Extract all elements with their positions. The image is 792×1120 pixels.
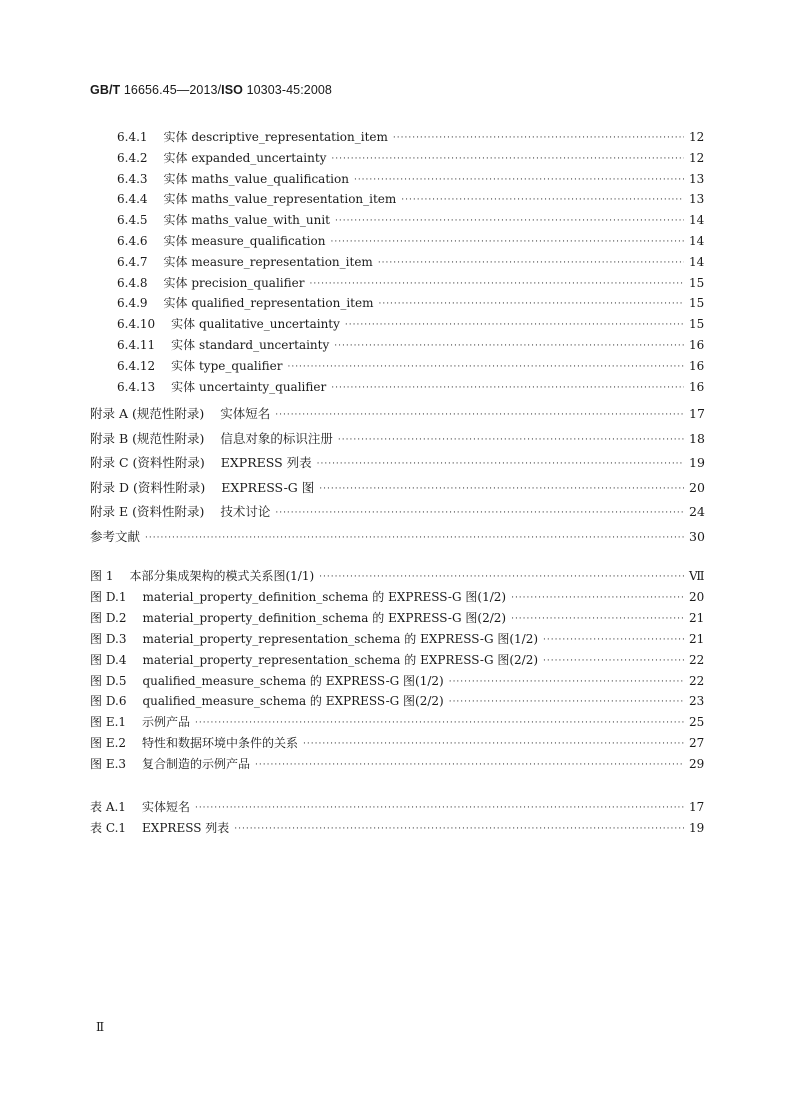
toc-entry-number: 6.4.5 [117,213,148,228]
toc-entry-number: 6.4.10 [117,317,156,332]
toc-entry-title: material_property_representation_schema 的 EXPRESS-G 图(2/2) [142,652,539,667]
toc-entry[interactable] [90,734,703,751]
toc-entry-page: 25 [689,715,705,730]
toc-entry-number: 6.4.8 [117,275,148,290]
toc-entry[interactable] [90,527,703,545]
toc-entry-title: 实体 maths_value_representation_item [163,192,397,207]
dot-leader [275,508,684,518]
toc-entry[interactable] [90,630,703,647]
toc-entry[interactable] [90,651,703,668]
toc-entry-number: 图 D.6 [90,694,127,709]
toc-entry-page: 15 [689,296,705,311]
toc-entry-page: 15 [689,275,705,290]
toc-entry-title: 实体 maths_value_qualification [163,171,349,186]
dot-leader [319,572,684,582]
dot-leader [331,154,684,164]
toc-entry-page: 27 [689,736,705,751]
toc-entry-page: 14 [689,254,705,269]
toc-entry-page: 16 [689,338,705,352]
toc-entry-page: 12 [689,130,705,144]
toc-entry-number: 图 D.5 [90,673,127,688]
dot-leader [401,195,684,205]
dot-leader [255,760,684,770]
dot-leader [354,175,684,185]
toc-entry[interactable] [117,253,703,270]
dot-leader [145,533,684,543]
toc-entry[interactable] [90,453,703,471]
toc-entry[interactable] [90,692,703,709]
toc-entry-page: 12 [689,150,705,165]
toc-entry-number: 附录 D (资料性附录) [90,479,206,495]
toc-entry-number: 6.4.3 [117,171,148,186]
toc-entry-number: 附录 C (资料性附录) [90,455,205,471]
toc-entry[interactable] [90,404,703,422]
toc-entry-title: material_property_definition_schema 的 EXPRESS-G 图(2/2) [142,610,507,625]
toc-entry-number: 附录 B (规范性附录) [90,430,205,446]
dot-leader [195,803,684,813]
toc-entry-page: 13 [689,192,705,207]
dot-leader [393,133,684,143]
toc-entry-number: 附录 A (规范性附录) [90,406,205,421]
toc-entry-title: 实体 measure_representation_item [163,254,373,269]
toc-entry-number: 6.4.11 [117,338,156,352]
toc-entry[interactable] [117,211,703,228]
toc-entry-page: 23 [689,694,705,709]
toc-entry-number: 6.4.9 [117,296,148,311]
toc-entry-page: 16 [689,379,705,394]
toc-entry-page: 16 [689,358,705,373]
dot-leader [378,258,684,268]
iso-number: 10303-45:2008 [243,83,332,97]
toc-entry-page: 20 [689,589,705,604]
dot-leader [319,484,684,494]
toc-entry-number: 表 C.1 [90,821,127,835]
toc-entry-number: 图 E.1 [90,715,127,730]
toc-entry-title: material_property_definition_schema 的 EXPRESS-G 图(1/2) [142,589,507,604]
toc-entry[interactable] [90,819,703,836]
toc-entry-title: 示例产品 [142,715,191,730]
dot-leader [449,677,684,687]
dot-leader [330,237,684,247]
standard-code-prefix: GB/T [90,83,121,97]
toc-entry-title: 实体 standard_uncertainty [171,338,330,352]
toc-entry-page: 18 [689,430,705,446]
toc-entry-number: 6.4.13 [117,379,156,394]
toc-entry-page: 19 [689,821,705,835]
toc-entry[interactable] [117,190,703,207]
dot-leader [309,279,684,289]
toc-entry-page: 20 [689,479,705,495]
toc-entry-page: 21 [689,631,705,646]
toc-entry-number: 图 D.2 [90,610,127,625]
toc-entry-page: 21 [689,610,705,625]
dot-leader [345,320,684,330]
toc-entry-title: 实体 uncertainty_qualifier [171,379,327,394]
toc-entry-number: 参考文献 [90,529,141,544]
toc-entry-page: 17 [689,406,705,421]
toc-entry-title: EXPRESS 列表 [220,455,312,471]
standard-code-number: 16656.45—2013/ [120,83,222,97]
toc-entry[interactable] [117,170,703,187]
toc-entry-page: 19 [689,455,705,471]
toc-entry-title: 实体 expanded_uncertainty [163,150,327,165]
dot-leader [449,697,684,707]
page-number-footer: Ⅱ [96,1020,105,1034]
toc-entry[interactable] [117,294,703,311]
toc-entry[interactable] [90,755,703,772]
toc-entry-title: EXPRESS-G 图 [221,479,315,495]
dot-leader [543,635,684,645]
dot-leader [303,739,684,749]
toc-entry-title: 复合制造的示例产品 [142,757,251,772]
toc-entry-page: 14 [689,213,705,228]
toc-entry-title: 实体 qualified_representation_item [163,296,374,311]
toc-entry[interactable] [90,567,703,584]
toc-entry-page: 22 [689,652,705,667]
iso-prefix: ISO [221,83,243,97]
toc-entry-title: 实体 measure_qualification [163,234,326,248]
toc-entry-number: 图 E.2 [90,736,127,751]
toc-entry-title: qualified_measure_schema 的 EXPRESS-G 图(2/2) [142,694,444,709]
toc-entry-title: 实体 type_qualifier [171,358,283,373]
toc-entry-title: 特性和数据环境中条件的关系 [142,736,299,751]
toc-entry[interactable] [117,378,703,395]
toc-entry-number: 图 D.4 [90,652,127,667]
dot-leader [378,299,684,309]
toc-entry-title: 实体 precision_qualifier [163,275,305,290]
toc-entry[interactable] [117,336,703,353]
toc-entry-number: 附录 E (资料性附录) [90,504,205,520]
toc-entry[interactable] [117,149,703,166]
toc-entry-page: 17 [689,800,705,814]
toc-entry-title: 实体 maths_value_with_unit [163,213,330,228]
toc-entry-page: 13 [689,171,705,186]
toc-entry-number: 6.4.12 [117,358,156,373]
dot-leader [511,614,684,624]
toc-entry-title: 实体 descriptive_representation_item [163,130,388,144]
toc-entry[interactable] [90,429,703,447]
toc-entry-title: 信息对象的标识注册 [220,430,333,446]
toc-entry-number: 6.4.2 [117,150,148,165]
dot-leader [331,383,684,393]
toc-entry-title: qualified_measure_schema 的 EXPRESS-G 图(1/2) [142,673,444,688]
toc-entry[interactable] [90,713,703,730]
toc-entry-number: 6.4.1 [117,130,148,144]
toc-entry[interactable] [90,609,703,626]
toc-entry-title: material_property_representation_schema 的 EXPRESS-G 图(1/2) [142,631,539,646]
toc-entry-page: 30 [689,529,705,544]
toc-entry[interactable] [117,274,703,291]
toc-entry-title: 实体短名 [220,406,271,421]
toc-entry[interactable] [117,232,703,249]
toc-entry-page: 29 [689,757,705,772]
toc-entry[interactable] [90,588,703,605]
document-header [90,83,332,97]
toc-entry-page: 22 [689,673,705,688]
toc-entry[interactable] [117,315,703,332]
toc-entry-page: 15 [689,317,705,332]
toc-entry-number: 图 D.3 [90,631,127,646]
toc-entry[interactable] [117,128,703,145]
dot-leader [195,718,684,728]
toc-entry-page: 14 [689,234,705,248]
toc-entry-number: 6.4.6 [117,234,148,248]
toc-entry[interactable] [90,478,703,496]
toc-entry-number: 图 E.3 [90,757,127,772]
dot-leader [335,216,684,226]
toc-entry-title: 实体 qualitative_uncertainty [171,317,340,332]
dot-leader [275,410,684,420]
dot-leader [317,459,684,469]
toc-entry-number: 6.4.4 [117,192,148,207]
dot-leader [334,341,684,351]
toc-entry[interactable] [90,672,703,689]
toc-entry-number: 图 1 [90,569,114,583]
toc-entry[interactable] [90,798,703,815]
toc-entry-page: Ⅶ [689,569,705,583]
toc-entry-title: 技术讨论 [220,504,271,520]
dot-leader [234,824,684,834]
dot-leader [338,435,684,445]
toc-entry[interactable] [117,357,703,374]
toc-entry-number: 图 D.1 [90,589,127,604]
toc-entry-number: 6.4.7 [117,254,148,269]
toc-entry-page: 24 [689,504,705,520]
dot-leader [287,362,684,372]
toc-entry-title: EXPRESS 列表 [142,821,230,835]
toc-entry-title: 本部分集成架构的模式关系图(1/1) [129,569,315,583]
dot-leader [543,656,684,666]
toc-entry-number: 表 A.1 [90,800,126,814]
toc-entry-title: 实体短名 [141,800,190,814]
toc-entry[interactable] [90,502,703,520]
dot-leader [511,593,684,603]
